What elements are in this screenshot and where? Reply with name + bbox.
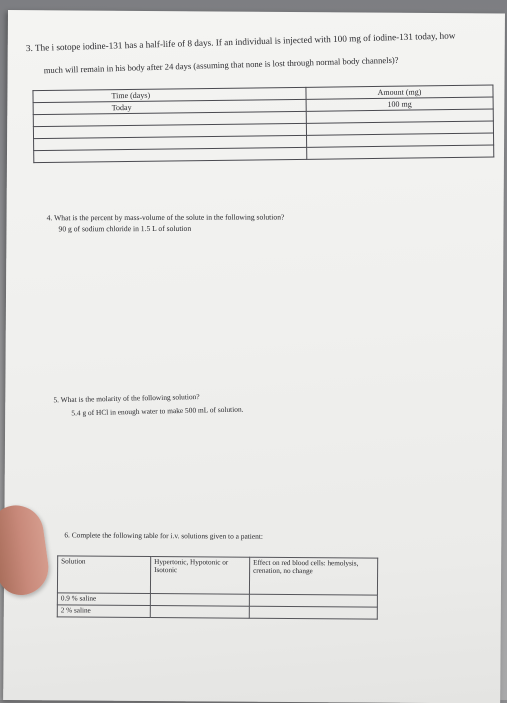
question-5-line-1: 5. What is the molarity of the following solution? xyxy=(53,392,200,405)
question-4-line-1: 4. What is the percent by mass-volume of the solute in the following solution? xyxy=(46,212,285,223)
question-3-line-1: 3. The i sotope iodine-131 has a half-life of 8 days. If an individual is injected with 100 mg of iodine-131 today, how xyxy=(25,30,456,54)
iv-solutions-table xyxy=(57,555,378,619)
blank-time-cell[interactable] xyxy=(34,147,307,162)
question-4-line-2: 90 g of sodium chloride in 1.5 L of solution xyxy=(58,223,192,234)
time-header: Time (days) xyxy=(33,87,306,102)
solution-cell-saline-0-9: 0.9 % saline xyxy=(57,593,150,606)
blank-amount-cell[interactable] xyxy=(307,145,494,159)
amount-cell-today: 100 mg xyxy=(306,97,493,111)
amount-header: Amount (mg) xyxy=(306,85,493,99)
solution-cell-saline-2: 2 % saline xyxy=(57,605,150,618)
tonicity-answer-cell[interactable] xyxy=(150,594,249,607)
question-3-line-2: much will remain in his body after 24 days (assuming that none is lost through normal body channels)? xyxy=(43,54,399,76)
tonicity-header: Hypertonic, Hypotonic or Isotonic xyxy=(150,557,249,595)
worksheet-page xyxy=(3,10,505,703)
tonicity-answer-cell[interactable] xyxy=(150,606,249,619)
question-6-line-1: 6. Complete the following table for i.v. solutions given to a patient: xyxy=(64,530,263,541)
rbc-effect-header: Effect on red blood cells: hemolysis, crenation, no change xyxy=(249,557,377,595)
solution-header: Solution xyxy=(57,556,150,594)
rbc-effect-answer-cell[interactable] xyxy=(249,606,377,619)
half-life-table xyxy=(32,85,494,164)
question-5-line-2: 5.4 g of HCl in enough water to make 500 mL of solution. xyxy=(71,404,244,418)
time-cell-today: Today xyxy=(33,99,306,114)
rbc-effect-answer-cell[interactable] xyxy=(249,594,377,607)
